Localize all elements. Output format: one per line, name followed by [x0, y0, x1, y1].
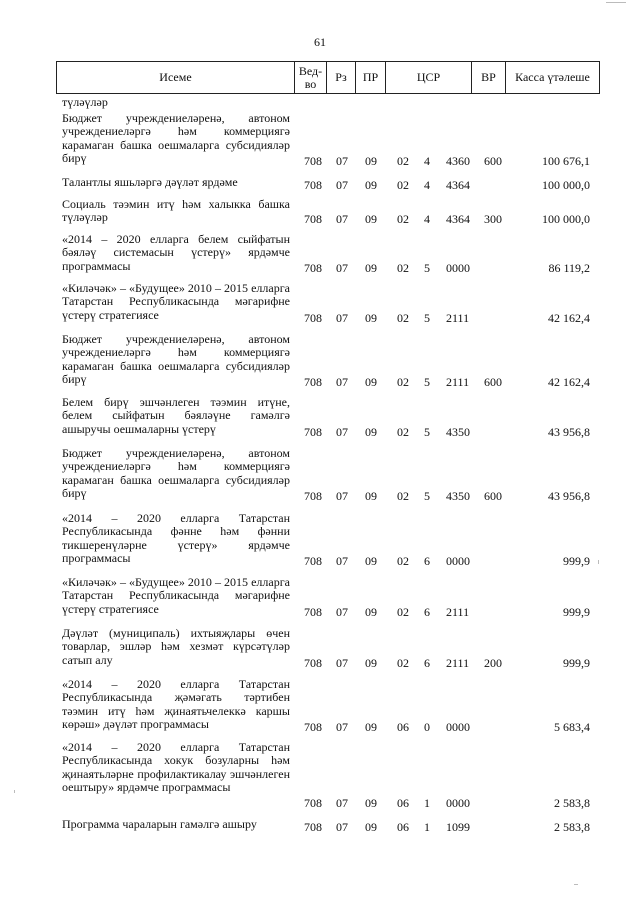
cell-rz: 07: [336, 489, 348, 503]
cell-ved: 708: [304, 720, 322, 734]
cell-csr-2: 4: [424, 212, 430, 226]
cell-rz: 07: [336, 425, 348, 439]
cell-ved: 708: [304, 820, 322, 834]
cell-rz: 07: [336, 796, 348, 810]
cell-csr-1: 02: [397, 212, 409, 226]
cell-ved: 708: [304, 656, 322, 670]
header-pr: ПР: [356, 62, 386, 93]
cell-pr: 09: [365, 489, 377, 503]
table-row: [0, 233, 640, 275]
cell-amount: 42 162,4: [548, 311, 590, 325]
cell-csr-2: 6: [424, 656, 430, 670]
table-row: [0, 678, 640, 734]
cell-ved: 708: [304, 489, 322, 503]
table-header: [56, 61, 600, 94]
row-name: Дәүләт (муниципаль) ихтыяҗлары өчен товарлар, эшләр һәм хезмәт күрсәтүләр сатып алу: [62, 626, 290, 667]
cell-csr-2: 5: [424, 375, 430, 389]
cell-pr: 09: [365, 656, 377, 670]
row-name: «2014 – 2020 елларга Татарстан Республикасында җәмәгать тәртибен тәэмин итү һәм җинаятьчелеккә каршы көрәш» дәүләт программасы: [62, 677, 290, 732]
row-name: Бюджет учреждениеләренә, автоном учреждениеләргә һәм коммерциягә карамаган башка оешмаларга субсидияләр бирү: [62, 446, 290, 501]
header-csr: ЦСР: [386, 62, 472, 93]
cell-csr-1: 02: [397, 178, 409, 192]
cell-csr-3: 4364: [446, 212, 470, 226]
cell-rz: 07: [336, 720, 348, 734]
cell-csr-3: 0000: [446, 261, 470, 275]
cell-csr-3: 2111: [446, 656, 470, 670]
cell-rz: 07: [336, 820, 348, 834]
header-ved: Вед-во: [295, 62, 327, 93]
header-name: Исеме: [57, 62, 295, 93]
cell-amount: 2 583,8: [554, 796, 590, 810]
cell-pr: 09: [365, 311, 377, 325]
cell-ved: 708: [304, 796, 322, 810]
row-name: Бюджет учреждениеләренә, автоном учреждениеләргә һәм коммерциягә карамаган башка оешмаларга субсидияләр бирү: [62, 111, 290, 166]
row-name: Социаль тәэмин итү һәм халыкка башка түләүләр: [62, 197, 290, 225]
cell-amount: 43 956,8: [548, 425, 590, 439]
cell-rz: 07: [336, 375, 348, 389]
table-row: [0, 576, 640, 619]
cell-csr-1: 06: [397, 796, 409, 810]
cell-vr: 600: [484, 375, 502, 389]
cell-csr-2: 5: [424, 261, 430, 275]
scan-mark: [606, 2, 626, 3]
cell-rz: 07: [336, 605, 348, 619]
row-name: «Киләчәк» – «Будущее» 2010 – 2015 елларга Татарстан Республикасында мәгарифне үстерү стратегиясе: [62, 281, 290, 322]
cell-csr-3: 4350: [446, 489, 470, 503]
cell-pr: 09: [365, 720, 377, 734]
cell-ved: 708: [304, 154, 322, 168]
cell-csr-2: 6: [424, 554, 430, 568]
cell-rz: 07: [336, 656, 348, 670]
cell-csr-1: 02: [397, 154, 409, 168]
scan-mark: [598, 560, 599, 564]
cell-ved: 708: [304, 425, 322, 439]
cell-rz: 07: [336, 178, 348, 192]
cell-csr-2: 5: [424, 425, 430, 439]
cell-pr: 09: [365, 261, 377, 275]
cell-csr-1: 02: [397, 656, 409, 670]
table-row: [0, 627, 640, 670]
cell-rz: 07: [336, 554, 348, 568]
cell-rz: 07: [336, 212, 348, 226]
header-vr: ВР: [472, 62, 506, 93]
row-name: «2014 – 2020 елларга Татарстан Республикасында хокук бозуларны һәм җинаятьләрне профилактикалау эшчәнлеген оештыру» ярдәмче программасы: [62, 740, 290, 795]
cell-amount: 86 119,2: [548, 261, 590, 275]
cell-amount: 100 000,0: [542, 212, 590, 226]
cell-vr: 600: [484, 154, 502, 168]
cell-csr-1: 02: [397, 489, 409, 503]
cell-rz: 07: [336, 261, 348, 275]
cell-csr-3: 0000: [446, 720, 470, 734]
cell-ved: 708: [304, 212, 322, 226]
cell-csr-2: 4: [424, 154, 430, 168]
cell-csr-1: 02: [397, 554, 409, 568]
cell-csr-2: 0: [424, 720, 430, 734]
cell-pr: 09: [365, 425, 377, 439]
cell-amount: 999,9: [563, 656, 590, 670]
cell-ved: 708: [304, 554, 322, 568]
cell-vr: 200: [484, 656, 502, 670]
table-row: [0, 176, 640, 192]
cell-csr-1: 02: [397, 311, 409, 325]
cell-amount: 5 683,4: [554, 720, 590, 734]
cell-pr: 09: [365, 178, 377, 192]
row-name: Талантлы яшьләргә дәүләт ярдәме: [62, 175, 238, 189]
cell-csr-3: 4364: [446, 178, 470, 192]
cell-csr-3: 4360: [446, 154, 470, 168]
continuation-line: [0, 96, 640, 110]
cell-csr-1: 02: [397, 425, 409, 439]
cell-amount: 100 000,0: [542, 178, 590, 192]
table-row: [0, 282, 640, 325]
cell-ved: 708: [304, 261, 322, 275]
cell-pr: 09: [365, 154, 377, 168]
cell-csr-2: 1: [424, 820, 430, 834]
row-name: Бюджет учреждениеләренә, автоном учреждениеләргә һәм коммерциягә карамаган башка оешмаларга субсидияләр бирү: [62, 332, 290, 387]
cell-csr-1: 02: [397, 375, 409, 389]
cell-pr: 09: [365, 605, 377, 619]
cell-pr: 09: [365, 820, 377, 834]
cell-vr: 600: [484, 489, 502, 503]
row-name: «2014 – 2020 елларга белем сыйфатын бәяләү системасын үстерү» ярдәмче программасы: [62, 232, 290, 273]
scan-mark: [574, 884, 578, 885]
table-row: [0, 396, 640, 439]
table-row: [0, 447, 640, 503]
cell-amount: 999,9: [563, 605, 590, 619]
table-row: [0, 333, 640, 389]
table-row: [0, 198, 640, 226]
cell-amount: 999,9: [563, 554, 590, 568]
table-row: [0, 818, 640, 834]
cell-csr-3: 2111: [446, 605, 470, 619]
cell-csr-2: 4: [424, 178, 430, 192]
row-name: Программа чараларын гамәлгә ашыру: [62, 817, 257, 831]
row-name: «Киләчәк» – «Будущее» 2010 – 2015 елларга Татарстан Республикасында мәгарифне үстерү стратегиясе: [62, 575, 290, 616]
cell-rz: 07: [336, 311, 348, 325]
cell-csr-3: 0000: [446, 796, 470, 810]
cell-amount: 43 956,8: [548, 489, 590, 503]
row-name: Белем бирү эшчәнлеген тәэмин итүне, белем сыйфатын бәяләүне гамәлгә ашыручы оешмаларны үстерү: [62, 395, 290, 436]
cell-rz: 07: [336, 154, 348, 168]
table-row: [0, 112, 640, 168]
header-amount: Касса үтәлеше: [515, 70, 590, 84]
cell-csr-2: 1: [424, 796, 430, 810]
cell-csr-2: 6: [424, 605, 430, 619]
cell-csr-2: 5: [424, 489, 430, 503]
table-row: [0, 512, 640, 568]
table-row: [0, 741, 640, 810]
cell-ved: 708: [304, 375, 322, 389]
cell-pr: 09: [365, 212, 377, 226]
cell-ved: 708: [304, 178, 322, 192]
cell-csr-3: 1099: [446, 820, 470, 834]
cell-csr-3: 2111: [446, 311, 470, 325]
cell-csr-1: 02: [397, 605, 409, 619]
cell-csr-1: 02: [397, 261, 409, 275]
cell-ved: 708: [304, 605, 322, 619]
cell-csr-1: 06: [397, 720, 409, 734]
cell-amount: 42 162,4: [548, 375, 590, 389]
cell-vr: 300: [484, 212, 502, 226]
cell-csr-3: 0000: [446, 554, 470, 568]
row-name: «2014 – 2020 елларга Татарстан Республикасында фәнне һәм фәнни тикшеренүләрне үстерү» ярдәмче программасы: [62, 511, 290, 566]
cell-amount: 2 583,8: [554, 820, 590, 834]
header-rz: Рз: [327, 62, 356, 93]
continuation-text: түләүләр: [62, 95, 108, 109]
cell-csr-1: 06: [397, 820, 409, 834]
cell-pr: 09: [365, 796, 377, 810]
cell-csr-3: 4350: [446, 425, 470, 439]
cell-csr-2: 5: [424, 311, 430, 325]
cell-pr: 09: [365, 554, 377, 568]
cell-pr: 09: [365, 375, 377, 389]
page-number: 61: [314, 35, 326, 49]
cell-amount: 100 676,1: [542, 154, 590, 168]
scan-mark: [14, 790, 15, 793]
cell-csr-3: 2111: [446, 375, 470, 389]
cell-ved: 708: [304, 311, 322, 325]
